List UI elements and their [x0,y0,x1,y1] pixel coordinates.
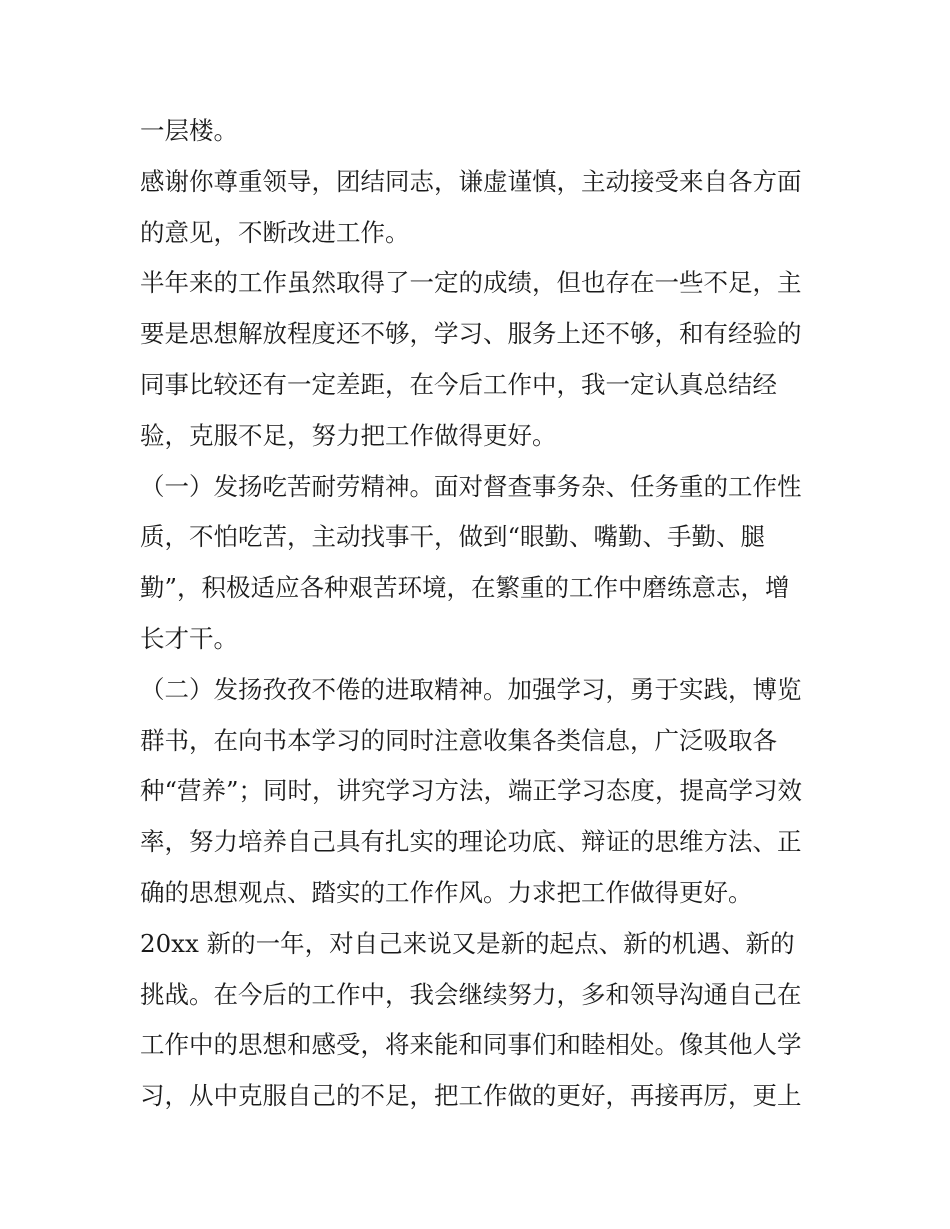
text-line-15: 率，努力培养自己具有扎实的理论功底、辩证的思维方法、正 [140,827,802,857]
text-line-19: 工作中的思想和感受，将来能和同事们和睦相处。像其他人学 [140,1030,802,1060]
text-line-6: 同事比较还有一定差距，在今后工作中，我一定认真总结经 [140,369,777,399]
text-line-14: 种“营养”；同时，讲究学习方法，端正学习态度，提高学习效 [140,776,803,806]
text-line-4: 半年来的工作虽然取得了一定的成绩，但也存在一些不足，主 [140,268,802,298]
text-line-2: 感谢你尊重领导，团结同志，谦虚谨慎，主动接受来自各方面 [140,166,802,196]
text-line-18: 挑战。在今后的工作中，我会继续努力，多和领导沟通自己在 [140,979,802,1009]
text-line-17: 20xx 新的一年，对自己来说又是新的起点、新的机遇、新的 [140,928,795,958]
body-text [140,106,820,1122]
text-line-12: （二）发扬孜孜不倦的进取精神。加强学习，勇于实践，博览 [140,674,802,704]
text-line-20: 习，从中克服自己的不足，把工作做的更好，再接再厉，更上 [140,1081,802,1111]
text-line-16: 确的思想观点、踏实的工作作风。力求把工作做得更好。 [140,877,753,907]
text-line-8: （一）发扬吃苦耐劳精神。面对督查事务杂、任务重的工作性 [140,471,802,501]
text-line-5: 要是思想解放程度还不够，学习、服务上还不够，和有经验的 [140,319,802,349]
text-line-13: 群书，在向书本学习的同时注意收集各类信息，广泛吸取各 [140,725,777,755]
text-line-9: 质，不怕吃苦，主动找事干，做到“眼勤、嘴勤、手勤、腿 [140,522,766,552]
text-line-1: 一层楼。 [140,116,238,145]
text-line-10: 勤”，积极适应各种艰苦环境，在繁重的工作中磨练意志，增 [140,573,790,603]
text-line-11: 长才干。 [140,623,238,653]
text-line-7: 验，克服不足，努力把工作做得更好。 [140,420,557,450]
text-line-3: 的意见，不断改进工作。 [140,217,410,247]
